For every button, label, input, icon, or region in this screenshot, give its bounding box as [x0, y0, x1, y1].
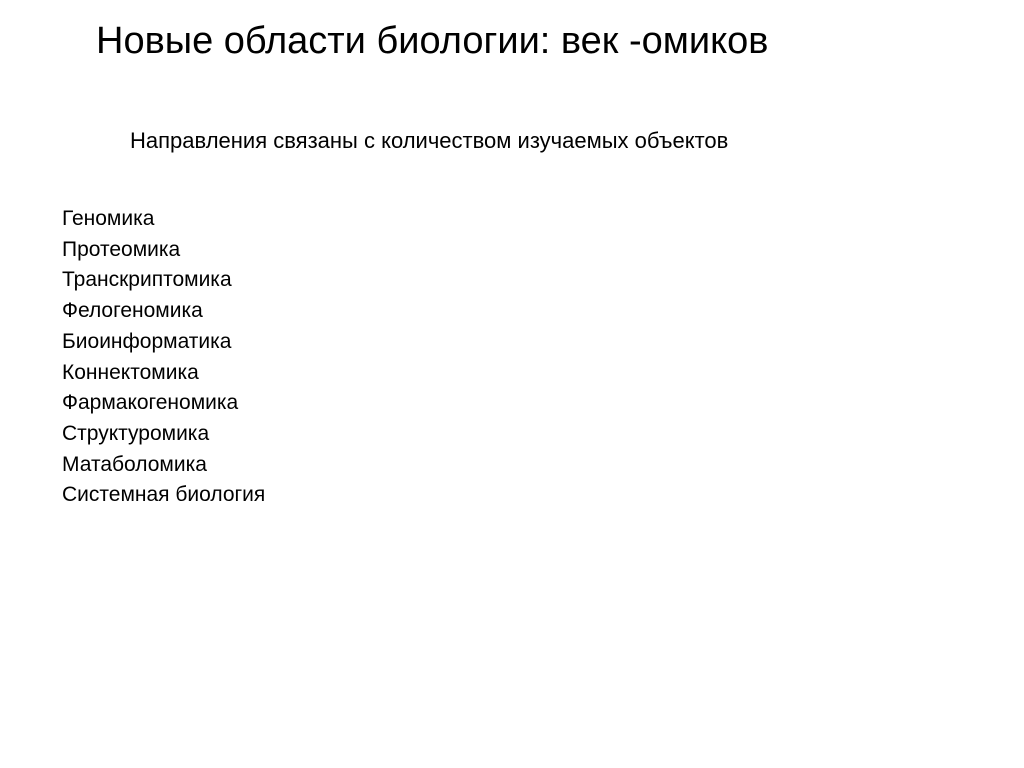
list-item-systems-biology: Системная биология — [62, 483, 266, 507]
list-item-proteomics: Протеомика — [62, 237, 181, 261]
list-item-pharmacogenomics: Фармакогеномика — [62, 391, 239, 415]
slide-title: Новые области биологии: век -омиков — [96, 20, 769, 62]
list-item-transcriptomics: Транскриптомика — [62, 268, 232, 292]
list-item-metabolomics: Матаболомика — [62, 452, 207, 476]
topic-list — [62, 204, 265, 511]
list-item-structuromics: Структуромика — [62, 421, 210, 445]
list-item-phylogenomics: Фелогеномика — [62, 299, 203, 323]
list-item-connectomics: Коннектомика — [62, 360, 199, 384]
list-item-bioinformatics: Биоинформатика — [62, 329, 232, 353]
slide-subtitle: Направления связаны с количеством изучаемых объектов — [130, 128, 729, 153]
list-item-genomics: Геномика — [62, 207, 155, 230]
